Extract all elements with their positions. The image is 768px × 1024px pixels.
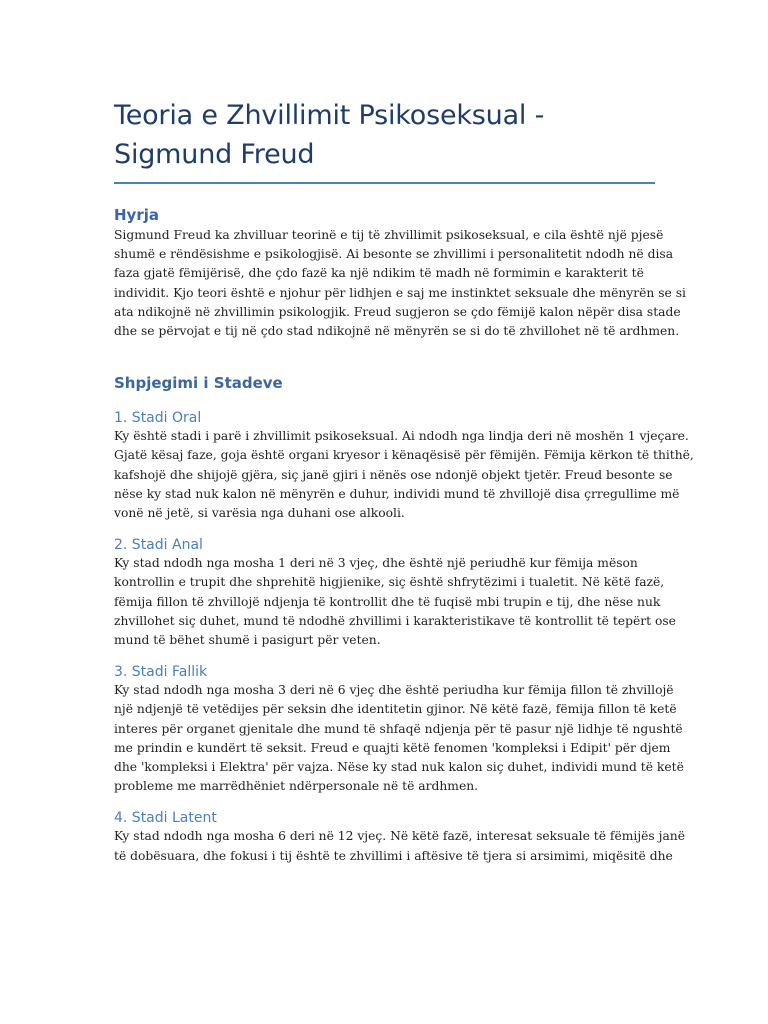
stage-latent-heading: 4. Stadi Latent [114,810,217,827]
paragraph-line: Ky është stadi i parë i zhvillimit psikoseksual. Ai ndodh nga lindja deri në moshën 1 vjeçare. [114,429,689,444]
intro-heading: Hyrja [114,206,159,224]
paragraph-line: me prindin e kundërt të seksit. Freud e quajti këtë fenomen 'kompleksi i Edipit' për djem [114,740,671,755]
stage-latent-paragraph [114,827,685,865]
paragraph-line: Ky stad ndodh nga mosha 6 deri në 12 vjeç. Në këtë fazë, interesat seksuale të fëmijës janë [114,829,685,844]
document-page [114,96,694,866]
title-line-2: Sigmund Freud [114,139,315,170]
stage-anal-paragraph [114,554,676,650]
paragraph-line: Sigmund Freud ka zhvilluar teorinë e tij të zhvillimit psikoseksual, e cila është një pjesë [114,228,664,242]
stages-heading: Shpjegimi i Stadeve [114,374,283,393]
paragraph-line: faza gjatë fëmijërisë, dhe çdo fazë ka një ndikim të madh në formimin e karakterit të [114,266,644,281]
paragraph-line: kontrollin e trupit dhe shprehitë higjienike, siç është shfrytëzimi i tualetit. Në këtë fazë, [114,575,665,590]
paragraph-line: mund të bëhet shumë i pasigurt për veten. [114,633,381,648]
paragraph-line: të dobësuara, dhe fokusi i tij është te zhvillimi i aftësive të tjera si arsimimi, miqësitë dhe [114,848,673,863]
paragraph-line: Ky stad ndodh nga mosha 1 deri në 3 vjeç, dhe është një periudhë kur fëmija mëson [114,556,638,571]
stage-phallic-paragraph [114,681,684,796]
title-divider [114,182,655,184]
paragraph-line: shumë e rëndësishme e psikologjisë. Ai besonte se zhvillimi i personalitetit ndodh në disa [114,247,674,262]
title-line-1: Teoria e Zhvillimit Psikoseksual - [114,100,545,131]
paragraph-line: ata ndikojnë në zhvillimin psikologjik. Freud sugjeron se çdo fëmijë kalon nëpër disa stade [114,304,681,319]
stage-phallic-heading: 3. Stadi Fallik [114,664,208,681]
paragraph-line: vonë në jetë, si varësia nga duhani ose alkooli. [114,506,405,521]
paragraph-line: dhe se përvojat e tij në çdo stad ndikojnë në mënyrën se si do të zhvillohet në të ardhmen. [114,324,680,339]
paragraph-line: zhvillohet siç duhet, mund të ndodhë zhvillimi i karakteristikave të kontrollit të tepërt ose [114,613,676,628]
intro-paragraph [114,226,686,341]
paragraph-line: probleme me marrëdhëniet ndërpersonale në të ardhmen. [114,779,479,794]
document-title [114,96,656,174]
stage-oral-heading: 1. Stadi Oral [114,410,202,427]
paragraph-line: interes për organet gjenitale dhe mund të shfaqë ndjenja për të pasur një lidhje të ngushtë [114,721,683,736]
paragraph-line: individit. Kjo teori është e njohur për lidhjen e saj me instinktet seksuale dhe mënyrën se si [114,285,686,300]
paragraph-line: nëse ky stad nuk kalon në mënyrën e duhur, individi mund të zhvillojë disa çrregullime më [114,486,680,501]
paragraph-line: fëmija fillon të zhvillojë ndjenja të kontrollit dhe të fuqisë mbi trupin e tij, dhe nëse nuk [114,594,661,609]
stage-anal-heading: 2. Stadi Anal [114,537,203,554]
paragraph-line: Gjatë kësaj faze, goja është organi kryesor i kënaqësisë për fëmijën. Fëmija kërkon të thithë, [114,448,694,463]
paragraph-line: Ky stad ndodh nga mosha 3 deri në 6 vjeç dhe është periudha kur fëmija fillon të zhvillojë [114,683,674,698]
paragraph-line: dhe 'kompleksi i Elektra' për vajza. Nëse ky stad nuk kalon siç duhet, individi mund të ketë [114,760,684,775]
paragraph-line: një ndjenjë të vetëdijes për seksin dhe identitetin gjinor. Në këtë fazë, fëmija fillon të ketë [114,702,677,717]
stage-oral-paragraph [114,427,694,523]
paragraph-line: kafshojë dhe shijojë gjëra, siç janë gjiri i nënës ose ndonjë objekt tjetër. Freud besonte se [114,467,673,482]
